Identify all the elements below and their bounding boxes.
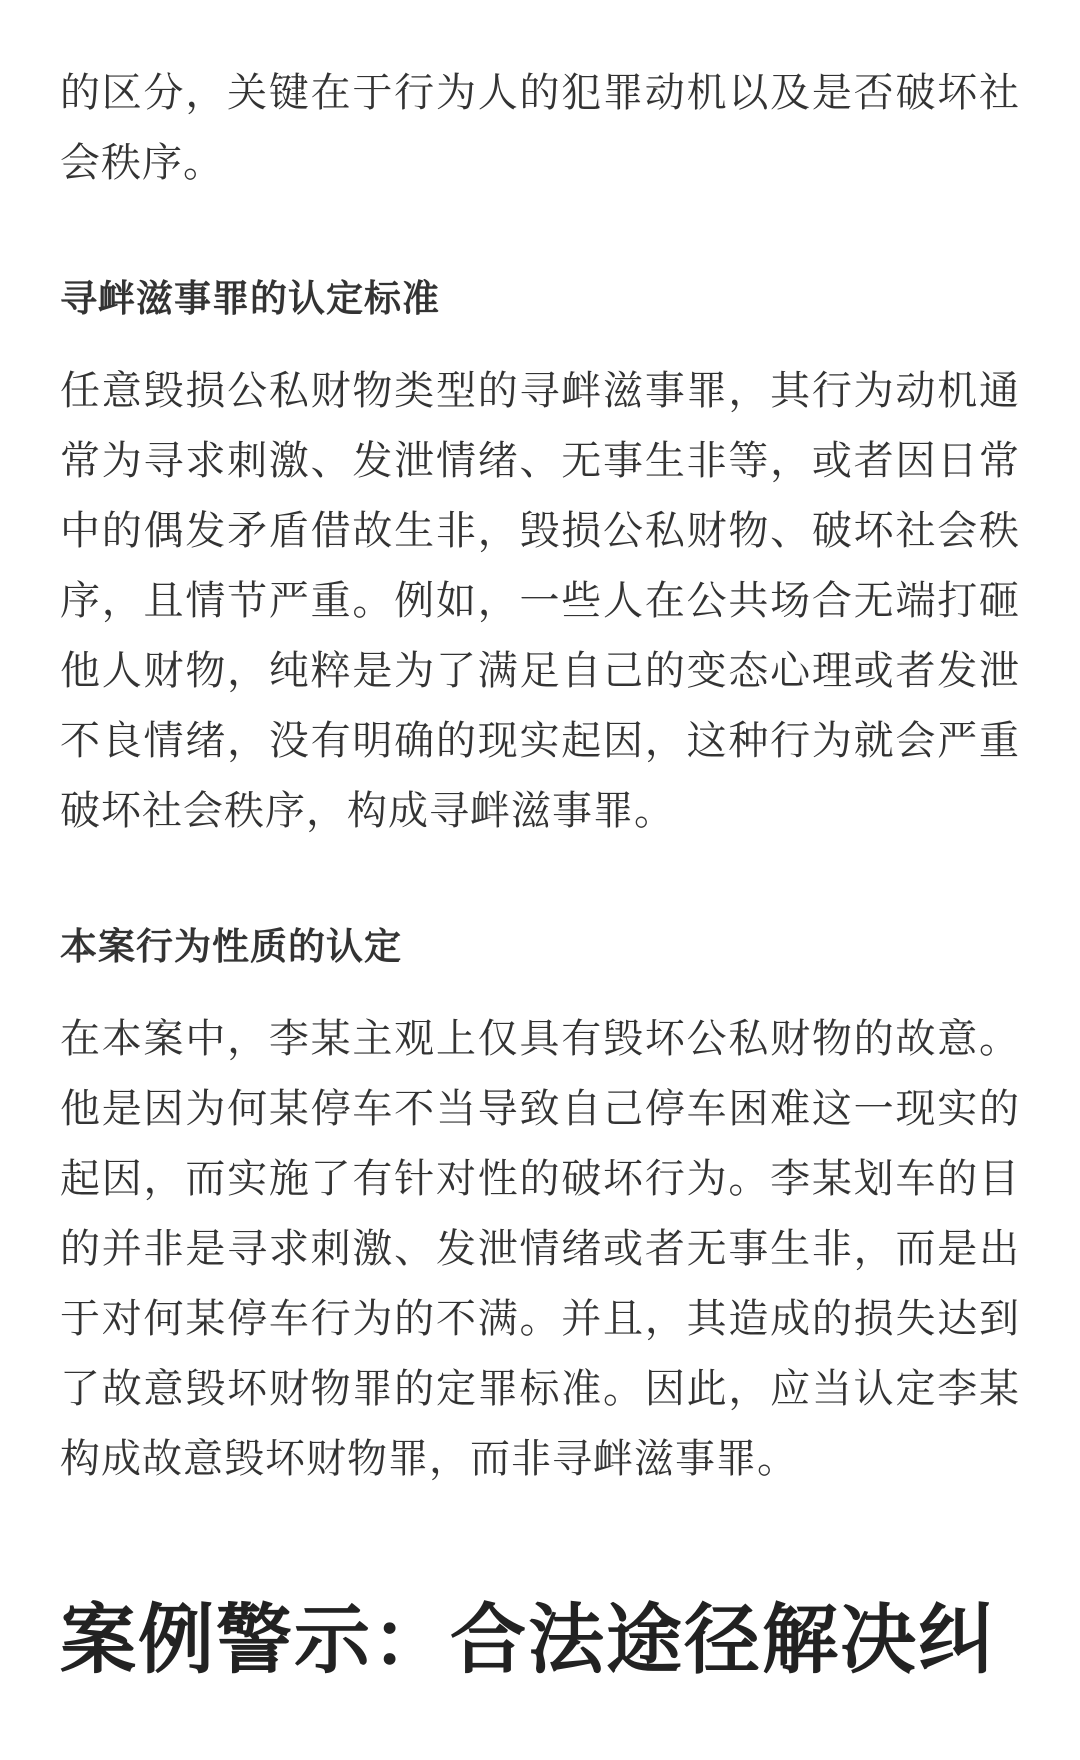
section-heading-standard: 寻衅滋事罪的认定标准	[60, 277, 440, 320]
article-body	[60, 58, 1020, 1494]
spacer	[60, 198, 1020, 264]
next-section-title: 案例警示：合法途径解决纠	[60, 1595, 996, 1684]
spacer	[60, 334, 1020, 356]
intro-paragraph: 的区分，关键在于行为人的犯罪动机以及是否破坏社会秩序。	[60, 70, 1020, 186]
spacer	[60, 982, 1020, 1004]
section-heading-case-nature: 本案行为性质的认定	[60, 925, 402, 968]
section-paragraph-standard: 任意毁损公私财物类型的寻衅滋事罪，其行为动机通常为寻求刺激、发泄情绪、无事生非等，或者因日常中的偶发矛盾借故生非，毁损公私财物、破坏社会秩序，且情节严重。例如，一些人在公共场合无端打砸他人财物，纯粹是为了满足自己的变态心理或者发泄不良情绪，没有明确的现实起因，这种行为就会严重破坏社会秩序，构成寻衅滋事罪。	[60, 368, 1020, 834]
spacer	[60, 846, 1020, 912]
section-paragraph-case-nature: 在本案中，李某主观上仅具有毁坏公私财物的故意。他是因为何某停车不当导致自己停车困难这一现实的起因，而实施了有针对性的破坏行为。李某划车的目的并非是寻求刺激、发泄情绪或者无事生非，而是出于对何某停车行为的不满。并且，其造成的损失达到了故意毁坏财物罪的定罪标准。因此，应当认定李某构成故意毁坏财物罪，而非寻衅滋事罪。	[60, 1016, 1020, 1482]
